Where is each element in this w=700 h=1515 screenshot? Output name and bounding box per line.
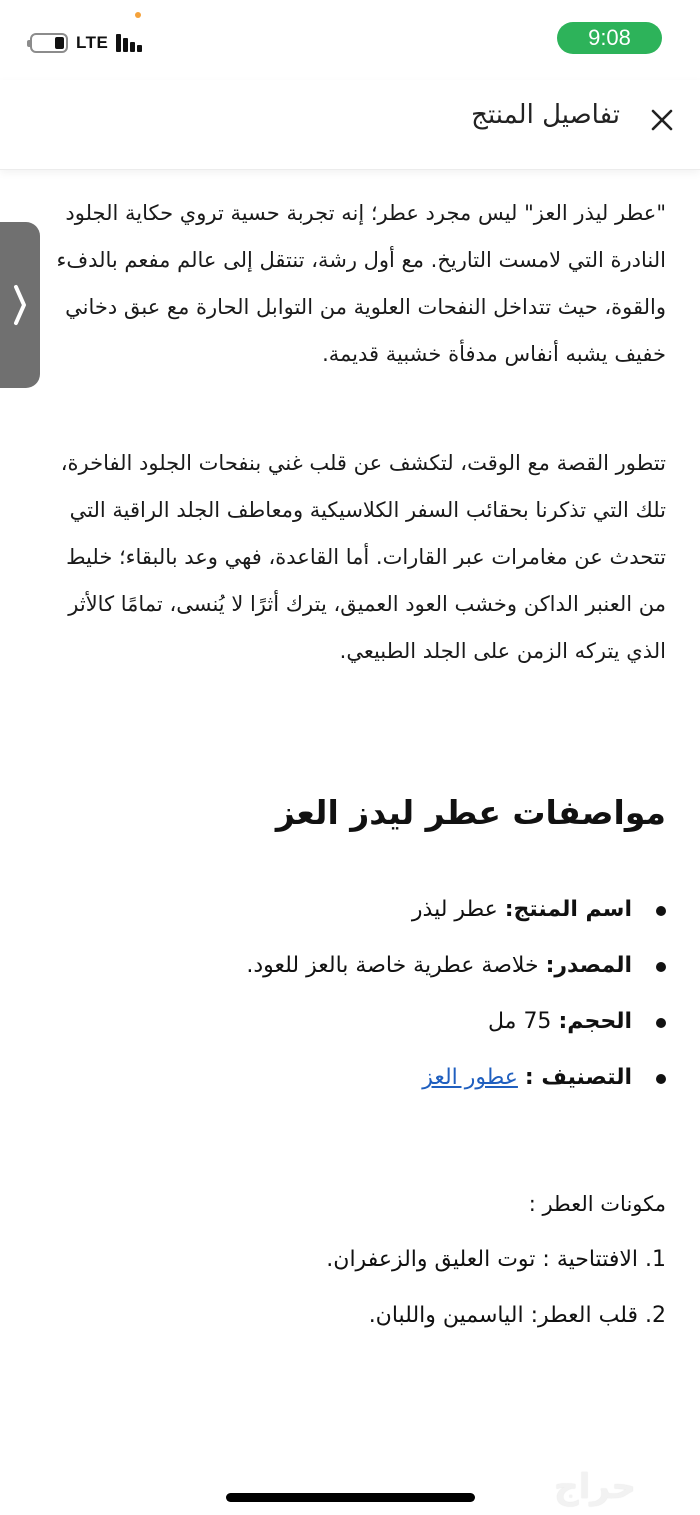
- notes-heading: مكونات العطر :: [528, 1192, 666, 1216]
- battery-level: [55, 37, 64, 49]
- specs-list: [40, 882, 666, 1106]
- spec-item-size: [40, 994, 666, 1050]
- spec-item-category: [40, 1050, 666, 1106]
- spec-value: 75 مل: [487, 1009, 559, 1034]
- side-panel-toggle[interactable]: [0, 222, 40, 388]
- spec-key: اسم المنتج:: [504, 897, 632, 922]
- spec-key: التصنيف :: [524, 1065, 632, 1090]
- spec-item-source: [40, 938, 666, 994]
- note-item-top: 1. الافتتاحية : توت العليق والزعفران.: [326, 1247, 666, 1272]
- note-item-heart: 2. قلب العطر: الياسمين واللبان.: [368, 1303, 666, 1328]
- product-content: [40, 190, 666, 1344]
- signal-strength-icon: [116, 34, 142, 52]
- privacy-indicator-dot: [135, 12, 141, 18]
- description-paragraph: تتطور القصة مع الوقت، لتكشف عن قلب غني بنفحات الجلود الفاخرة، تلك التي تذكرنا بحقائب السفر الكلاسيكية ومعاطف الجلد الراقية التي تتحدث عن مغامرات عبر القارات. أما القاعدة، فهي وعد بالبقاء؛ خليط من العنبر الداكن وخشب العود العميق، يترك أثرًا لا يُنسى، تمامًا كالأثر الذي يتركه الزمن على الجلد الطبيعي.: [60, 451, 666, 663]
- battery-icon: [30, 33, 68, 53]
- spec-value: خلاصة عطرية خاصة بالعز للعود.: [246, 953, 546, 978]
- status-indicators: [30, 30, 142, 56]
- watermark-logo: حراج: [554, 1467, 636, 1507]
- status-time: 9:08: [557, 22, 662, 54]
- spec-key: المصدر:: [545, 953, 632, 978]
- page-title: تفاصيل المنتج: [471, 100, 620, 130]
- chevron-right-icon: [12, 283, 28, 327]
- category-link[interactable]: عطور العز: [422, 1065, 518, 1090]
- close-button[interactable]: [648, 106, 676, 134]
- status-bar: [0, 0, 700, 80]
- spec-value: عطر ليذر: [411, 897, 505, 922]
- home-indicator[interactable]: [226, 1493, 475, 1502]
- network-type: LTE: [76, 33, 109, 52]
- specs-heading: مواصفات عطر ليدز العز: [275, 793, 666, 832]
- spec-key: الحجم:: [558, 1009, 632, 1034]
- notes-list: [40, 1232, 666, 1344]
- spec-item-product-name: [40, 882, 666, 938]
- description-paragraph: "عطر ليذر العز" ليس مجرد عطر؛ إنه تجربة حسية تروي حكاية الجلود النادرة التي لامست التاريخ. مع أول رشة، تنتقل إلى عالم مفعم بالدفء والقوة، حيث تتداخل النفحات العلوية من التوابل الحارة مع عبق دخاني خفيف يشبه أنفاس مدفأة خشبية قديمة.: [56, 201, 666, 366]
- header: [0, 80, 700, 170]
- close-icon: [651, 109, 673, 131]
